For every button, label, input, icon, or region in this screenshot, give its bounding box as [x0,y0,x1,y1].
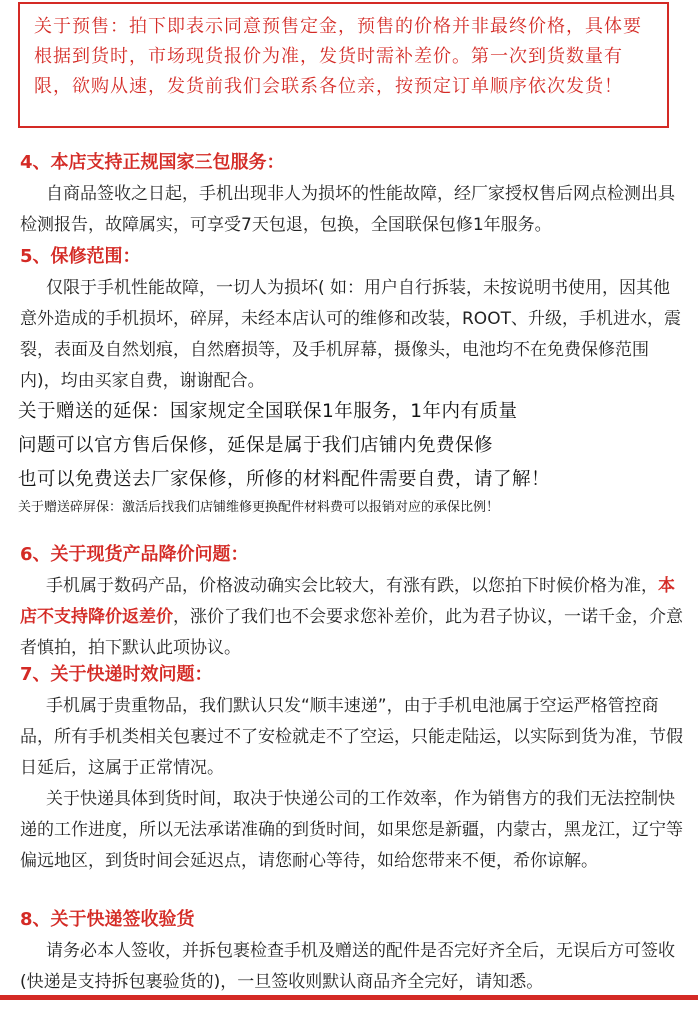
extended-warranty-line2: 问题可以官方售后保修，延保是属于我们店铺内免费保修 [18,435,494,456]
section6-body [0,571,698,664]
extended-warranty-line1: 关于赠送的延保：国家规定全国联保1年服务，1年内有质量 [18,401,518,422]
section5-body: 仅限于手机性能故障，一切人为损坏( 如：用户自行拆装，未按说明书使用，因其他意外造成的手机损坏，碎屏，未经本店认可的维修和改装，ROOT、升级，手机进水，震裂，表面及自然划痕，自然磨损等，及手机屏幕，摄像头，电池均不在免费保修范围内)，均由买家自费，谢谢配合。 [20,278,681,391]
section4-body: 自商品签收之日起，手机出现非人为损坏的性能故障，经厂家授权售后网点检测出具检测报告，故障属实，可享受7天包退，包换，全国联保包修1年服务。 [20,184,675,235]
section8-heading: 8、关于快递签收验货 [20,909,195,930]
section6-heading: 6、关于现货产品降价问题： [20,544,249,565]
section-delivery-time [0,663,698,877]
section-warranty-service [0,151,698,241]
section6-body-part1: 手机属于数码产品，价格波动确实会比较大，有涨有跌，以您拍下时候价格为准， [46,576,658,596]
presale-notice-box [18,2,669,128]
bottom-divider [0,995,698,1000]
section-delivery-inspection [0,908,698,998]
section7-body1: 手机属于贵重物品，我们默认只发“顺丰速递”，由于手机电池属于空运严格管控商品，所有手机类相关包裹过不了安检就走不了空运，只能走陆运，以实际到货为准，节假日延后，这属于正常情况。 [20,696,683,778]
section7-body2: 关于快递具体到货时间，取决于快递公司的工作效率，作为销售方的我们无法控制快递的工作进度，所以无法承诺准确的到货时间，如果您是新疆，内蒙古，黑龙江，辽宁等偏远地区，到货时间会延迟点，请您耐心等待，如给您带来不便，希你谅解。 [20,789,683,871]
extended-warranty-line3: 也可以免费送去厂家保修，所修的材料配件需要自费，请了解！ [18,469,551,490]
presale-notice-text: 关于预售：拍下即表示同意预售定金，预售的价格并非最终价格，具体要根据到货时，市场现货报价为准，发货时需补差价。第一次到货数量有限，欲购从速，发货前我们会联系各位亲，按预定订单顺序依次发货！ [34,16,642,97]
section-price-drop [0,543,698,664]
section5-heading: 5、保修范围： [20,246,141,267]
no-price-refund-note: 本店不支持降价返差价 [20,576,675,627]
section8-body: 请务必本人签收，并拆包裹检查手机及赠送的配件是否完好齐全后，无误后方可签收(快递是支持拆包裹验货的)，一旦签收则默认商品齐全完好，请知悉。 [20,941,675,992]
screen-protection-note: 关于赠送碎屏保：激活后找我们店铺维修更换配件材料费可以报销对应的承保比例！ [18,500,500,515]
section-warranty-scope [0,245,698,397]
extended-warranty-block [18,395,688,519]
section6-body-part2: ，涨价了我们也不会要求您补差价，此为君子协议，一诺千金，介意者慎拍，拍下默认此项协议。 [20,607,683,658]
section4-heading: 4、本店支持正规国家三包服务： [20,152,285,173]
section7-heading: 7、关于快递时效问题： [20,664,213,685]
